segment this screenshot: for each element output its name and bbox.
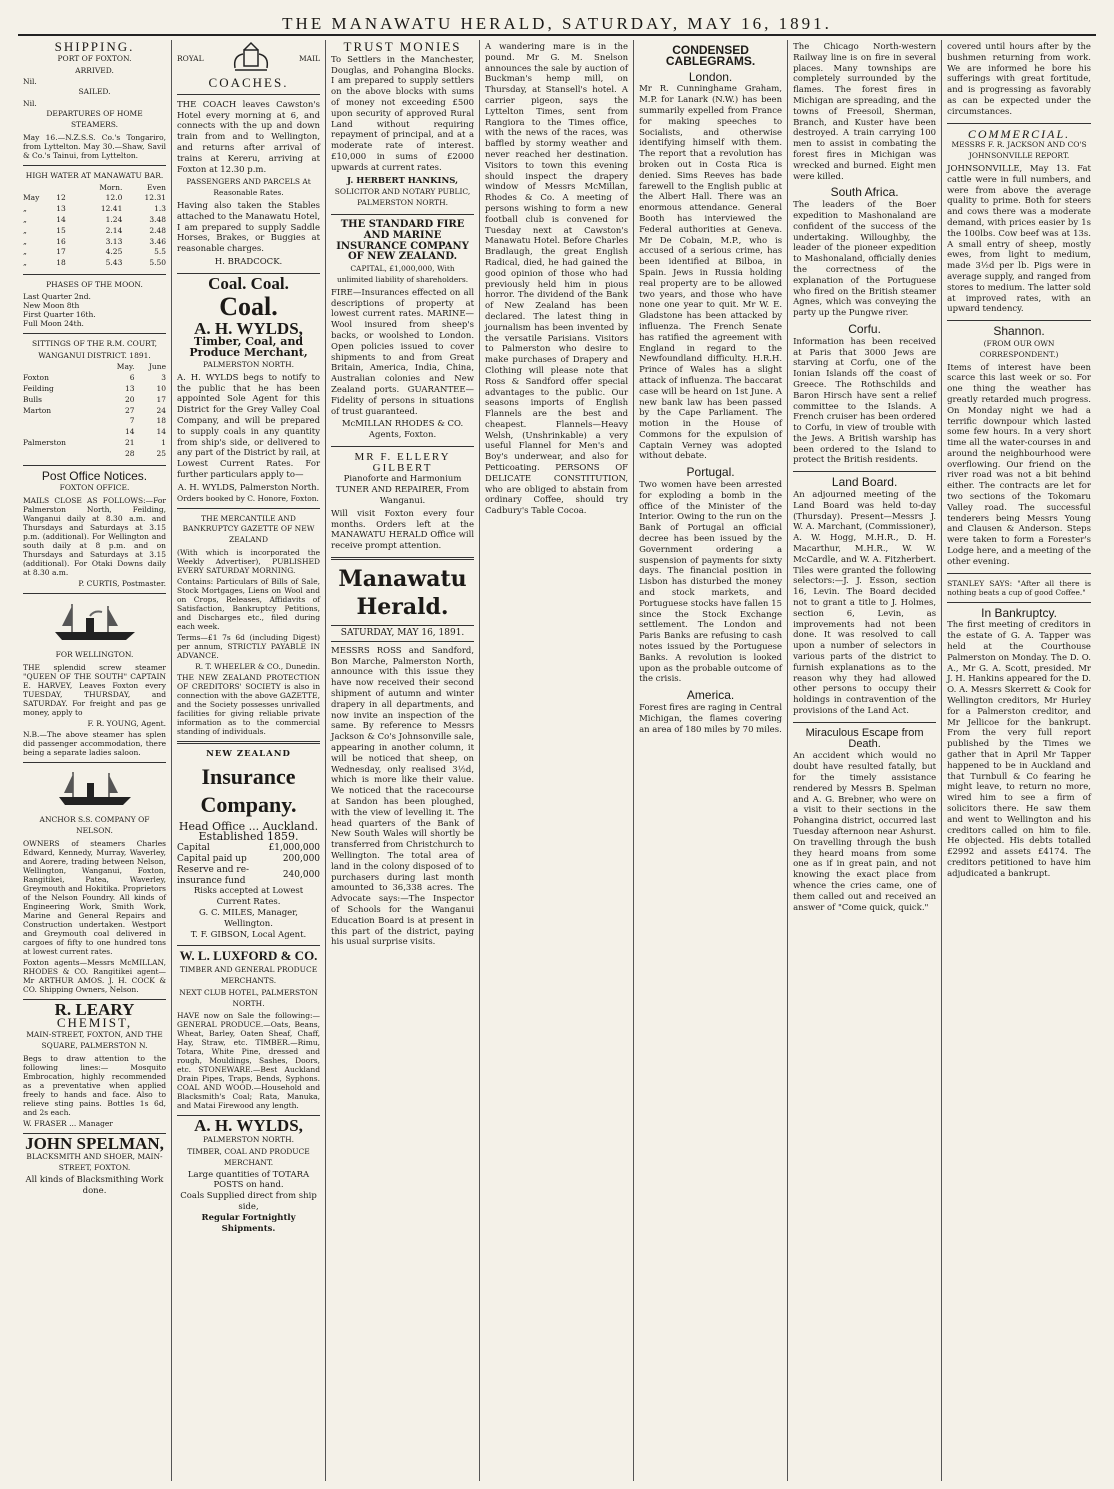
coaches-text: THE COACH leaves Cawston's Hotel every morning at 6, and connects with the up and down train from and to Wellington, and returns after arrival of trains at Kereru, arriving at Foxton at 12.30 p.m. [177,99,321,175]
wylds-title: A. H. WYLDS, [194,318,303,338]
south-africa-heading: South Africa. [830,185,899,200]
table-row: Capital paid up 200,000 [177,854,321,865]
wylds-text: A. H. WYLDS begs to notify to the public that he has been appointed Sole Agent for this District for the Grey Valley Coal Company, and will be prepared to supply coals in any quantity from ship's side, or delivered to any part of the District by rail, at Lowest Current Rates. For further particulars apply to— [177,372,321,480]
column-2 [172,40,326,1481]
moon-line: New Moon 8th [23,300,80,310]
spelman-sub: BLACKSMITH AND SHOER, MAIN-STREET, FOXTON. [26,1152,163,1173]
news-text: MESSRS ROSS and Sandford, Bon Marche, Palmerston North, announce with this issue they have now received their second shipment of autumn and winter drapery in all departments, and now invite an inspection of the same. By reference to Messrs Jackson & Co's Johnsonville sale, appearing in another column, it will be noticed that sheep, on Wednesday, only realised 3½d, which is more like their value. We noticed that the racecourse at Sandon has been ploughed, with the view of levelling it. The head quarters of the Bank of New South Wales will shortly be transferred from Christchurch to Wellington. The total area of land in the colony disposed of to purchasers during last month amounted to 36,338 acres. The Advocate says:—The Inspector of Schools for the Wanganui Education Board is at present in this part of the district, paying his usual surprise visits. [331,645,475,948]
tides-head: Morn. [99,182,123,192]
mercantile-text: (With which is incorporated the Weekly Advertiser), PUBLISHED EVERY SATURDAY MORNING. [177,547,321,575]
gilbert-sub: Pianoforte and Harmonium TUNER AND REPAIRER, From Wanganui. [335,474,470,507]
portugal-text: Two women have been arrested for exploding a bomb in the office of the Minister of the Interior. Owing to the run on the Bank of Portugal an official decree has been issued by the Government ordering a suspension of payments for sixty days. The financial position in Lisbon has disturbed the money and stock markets, and Portuguese stocks have fallen 15 since the Stock Exchange settlement. The London and Paris Banks are refusing to cash notes issued by the Portuguese Banks. A revolution is looked upon as the probable outcome of the crisis. [639,480,783,685]
luxford-text: HAVE now on Sale the following:— GENERAL PRODUCE.—Oats, Beans, Wheat, Barley, Oaten Sheaf, Chaff, Hay, Straw, etc. TIMBER.—Rimu, Totara, White Pine, dressed and rough, Mouldings, Sashes, Doors, etc. STONEWARE.—Best Auckland Drain Pipes, Traps, Bends, Syphons. COAL AND WOOD.—Household and Blacksmith's Coal; Rata, Manuka, and Matai Firewood any length. [177,1011,321,1111]
arrived-label: ARRIVED. [75,65,114,75]
escape-text: An accident which would no doubt have resulted fatally, but for the timely assistance rendered by Messrs B. Spelman and A. G. Brebner, who were on a visit to their sections in the Pohangina district, occurred last Tuesday afternoon near Ashurst. On travelling through the bush they heard moans from some one as if in great pain, and not knowing the exact place from whence the cries came, one of them called out and received an answer of "Come quick, quick." [793,751,937,913]
anchor-title: ANCHOR S.S. COMPANY OF NELSON. [39,814,150,835]
nb-text: N.B.—The above steamer has splen did passenger accommodation, there being a separate ladies saloon. [23,729,167,757]
hankins-sub: SOLICITOR AND NOTARY PUBLIC, PALMERSTON NORTH. [334,187,471,208]
london-heading: London. [688,69,733,84]
luxford-title: W. L. LUXFORD & CO. [179,948,318,964]
table-row: Feilding 13 10 [23,383,167,393]
post-office-title: Post Office Notices. [41,468,148,483]
tides-table [23,183,166,269]
portugal-heading: Portugal. [686,465,735,480]
court-sub: WANGANUI DISTRICT. 1891. [38,350,151,360]
wheeler-signature: R. T. WHEELER & CO., Dunedin. [195,661,321,671]
next-club-line: NEXT CLUB HOTEL, PALMERSTON NORTH. [179,987,318,1008]
mail-label: MAIL [298,53,321,63]
herald-title: Manawatu Herald. [338,566,467,621]
leary-title: R. LEARY [54,999,135,1019]
trust-text: To Settlers in the Manchester, Douglas, and Pohangina Blocks. I am prepared to supply settlers on the above blocks with sums of money not exceeding £500 upon security of approved Rural Land without requiring repayment of principal, and at a moderate rate of interest. £10,000 in sums of £2000 upwards at current rates. [331,54,475,173]
column-3 [326,40,480,1481]
royal-crest-icon [229,40,273,76]
london-text: Mr R. Cunninghame Graham, M.P. for Lanark (N.W.) has been summarily expelled from France for making speeches to Socialists, and otherwise identifying himself with them. The report that a revolution has broken out in Costa Rica is denied. Sims Reeves has bade farewell to the English public at the Albert Hall. There was an enormous attendance. General Booth has interviewed the Federal authorities at Geneva. Mr De Cobain, M.P., who is accused of a serious crime, has been identified at Bilboa, in Spain. Jews in Russia holding real property are to be allowed two years, and those who have none one year to quit. Mr W. E. Gladstone has been attacked by influenza. The French Senate has ratified the agreement with England in regard to the Newfoundland difficulty. H.R.H. Prince of Wales has a slight attack of influenza. The baccarat case will be heard on 1st June. A new bank law has been passed by the Cape Parliament. The motion in the House of Commons for the expulsion of Captain Verney was adopted without debate. [639,84,783,462]
cablegrams-title: CONDENSED CABLEGRAMS. [665,43,756,68]
established: Established 1859. [198,830,299,844]
table-row: „ 16 3.13 3.46 [23,236,167,246]
steamship-icon [50,600,140,644]
table-row: Reserve and re-insurance fund 240,000 [177,864,321,886]
table-row: Foxton 6 3 [23,373,167,383]
bankruptcy-heading: In Bankruptcy. [981,605,1057,620]
land-board-text: An adjourned meeting of the Land Board was held to-day (Thursday). Present—Messrs J. W. A. Marchant, (Commissioner), A. W. Hogg, M.H.R., D. H. Macarthur, M.H.R., W. W. McCardle, and W. A. Fitzherbert. Tiles were granted the following selectors:—J. J. Esson, section 16, Levin. The Board decided not to grant a title to J. Holmes, section 6, Levin, as improvements had not been done. It was resolved to call upon a number of selectors in various parts of the district to furnish explanations as to the reason why they had allowed other persons to occupy their holdings in contravention of the provisions of the Land Act. [793,490,937,717]
corfu-heading: Corfu. [848,321,881,336]
leary-address: MAIN-STREET, FOXTON, AND THE SQUARE, PALMERSTON N. [26,1030,163,1050]
commercial-heading: COMMERCIAL. [967,126,1071,141]
table-row: 28 25 [125,448,167,458]
news-text: The Chicago North-western Railway line is on fire in several places. Many townships are completely surrounded by the flames. The forest fires in Michigan are spreading, and the towns of Freesoil, Sherman, Branch, and Kuster have been destroyed. A train carrying 100 men to assist in combating the forest fires in Michigan was wrecked and burned. Eight men were killed. [793,42,937,182]
court-title: SITTINGS OF THE R.M. COURT, [32,338,157,348]
departures-text: May 16.—N.Z.S.S. Co.'s Tongariro, from Lyttelton. May 30.—Shaw, Savil & Co.'s Tainui, from Lyttelton. [23,132,167,160]
orders-line: Orders booked by C. Honore, Foxton. [177,493,319,503]
tides-title: HIGH WATER AT MANAWATU BAR. [25,170,164,180]
gilbert-text: Will visit Foxton every four months. Orders left at the MANAWATU HERALD Office will receive prompt attention. [331,508,475,552]
arrived-value: Nil. [23,77,37,87]
wylds2-sub: PALMERSTON NORTH. [203,1135,294,1145]
masthead [18,8,1096,36]
column-4 [480,40,634,1481]
hankins-title: J. HERBERT HANKINS, [347,175,459,186]
south-africa-text: The leaders of the Boer expedition to Mashonaland are confident of the success of the undertaking. Willoughby, the leader of the pioneer expedition to Mashonaland, officially denies the correctness of the explanation of the Portuguese who fired on the British steamer Agnes, which was conveying the party up the Pungwe river. [793,200,937,319]
standard-capital: CAPITAL, £1,000,000, With unlimited liability of shareholders. [336,264,469,284]
port-line: PORT OF FOXTON. [57,53,132,63]
palmerston-line: PALMERSTON NORTH. [203,359,294,369]
post-office-text: MAILS CLOSE AS FOLLOWS:—For Palmerston North, Feilding, Wanganui daily at 8.30 a.m. and Thursdays and Saturdays at 3.15 p.m. (additional). For Wellington and south daily at 8 p.m. and on Thursdays and Saturdays at 3.15 (additional). For Otaki Downs daily at 8.30 a.m. [23,496,167,578]
spelman-text: All kinds of Blacksmithing Work done. [25,1175,164,1196]
gibson-signature: T. F. GIBSON, Local Agent. [190,929,307,940]
news-text: covered until hours after by the bushmen returning from work. We are informed he bore his sufferings with great fortitude, and is progressing as favorably as can be expected under the circumstances. [947,42,1091,117]
coal-heading: Coal. [219,291,278,321]
insurance-title: Insurance Company. [200,763,297,817]
leary-text: Begs to draw attention to the following lines:— Mosquito Embrocation, highly recommended as a preventative when applied freely to hands and face. Also to relieve sting pains. Bottles 1s 6d, and 2s each. [23,1053,167,1117]
table-row: Palmerston 21 1 [23,437,167,447]
moon-line: First Quarter 16th. [23,309,96,319]
shipments-line: Regular Fortnightly Shipments. [201,1212,296,1234]
moon-line: Full Moon 24th. [23,318,84,328]
land-board-heading: Land Board. [831,475,898,490]
table-row: „ 17 4.25 5.5 [23,247,167,257]
table-row: „ 13 12.41 1.3 [23,204,167,214]
column-7 [942,40,1096,1481]
table-row: „ 18 5.43 5.50 [23,258,167,268]
wylds2-title: A. H. WYLDS, [194,1116,303,1136]
column-1 [18,40,172,1481]
shannon-heading: Shannon. [993,324,1045,339]
mcmillan-signature: McMILLAN RHODES & CO. Agents, Foxton. [341,419,464,441]
table-row: 7 18 [129,416,167,426]
sailed-label: SAILED. [78,87,111,97]
steamship-icon [55,769,135,809]
timber-merchant: TIMBER, COAL AND PRODUCE MERCHANT. [187,1147,310,1167]
america-heading: America. [686,688,735,703]
post-office-sub: FOXTON OFFICE. [59,483,130,493]
trust-title: TRUST MONIES [343,40,462,54]
masthead-title: THE MANAWATU HERALD, SATURDAY, MAY 16, 1891. [282,14,832,33]
parcels-line: PASSENGERS AND PARCELS At Reasonable Rates. [186,177,311,198]
table-row: Marton 27 24 [23,405,167,415]
timber-merchant-line: Timber, Coal, and Produce Merchant, [189,335,308,360]
stables-text: Having also taken the Stables attached to the Manawatu Hotel, I am prepared to supply Saddle Horses, Brakes, or Buggies at reasonable charges. [177,200,321,255]
table-row: „ 15 2.14 2.48 [23,225,167,235]
standard-title: THE STANDARD FIRE AND MARINE INSURANCE COMPANY OF NEW ZEALAND. [336,218,469,263]
spelman-title: JOHN SPELMAN, [25,1133,164,1153]
dateline: SATURDAY, MAY 16, 1891. [331,625,474,642]
anchor-text: OWNERS of steamers Charles Edward, Kennedy, Murray, Waverley, and Aorere, trading between Nelson, Wellington, Wanganui, Foxton, Rangitikei, Patea, Waverley, Greymouth and Hokitika. Proprietors of the Nelson Foundry. All kinds of Engineering Work, Smith Work, Marine and General Repairs and Construction undertaken. Westport and Greymouth coal delivered in cargoes of fifty to one hundred tons at lowest current rates. [23,838,167,956]
corfu-text: Information has been received at Paris that 3000 Jews are starving at Corfu, one of the Ionian Islands off the coast of Greece. The Rothschilds and Baron Hirsch have sent a relief committee to the Islands. A French cruiser has been ordered to Corfu, in view of trouble with the Jews. A British warship has been ordered to the Island to protect the British residents. [793,336,937,466]
coaches-title: COACHES. [208,75,289,90]
court-table: May. June Foxton 6 3 Feilding 13 10 Bulls 20 17 Marton 27 24 7 18 14 14 Palmerston 21 1 28 25 [23,362,167,458]
wellington-text: THE splendid screw steamer "QUEEN OF THE SOUTH" CAPTAIN E. HARVEY, Leaves Foxton every TUESDAY, THURSDAY, and SATURDAY. For freight and pas ge money, apply to [23,662,167,717]
table-row: Capital £1,000,000 [177,843,321,854]
terms-text: Terms—£1 7s 6d (including Digest) per annum, STRICTLY PAYABLE IN ADVANCE. [177,632,321,660]
chemist-title: CHEMIST, [56,1015,133,1031]
anchor-agents: Foxton agents—Messrs McMILLAN, RHODES & CO. Rangitikei agent—Mr ARTHUR AMOS. J. H. COCK & CO. Shipping Owners, Nelson. [23,957,167,994]
column-5 [634,40,788,1481]
head-office: Head Office ... Auckland. [178,819,319,833]
news-text: A wandering mare is in the pound. Mr G. M. Snelson announces the sale by auction of Buckman's hemp mill, on Thursday, at Stansell's hotel. A carrier pigeon, says the Lyttelton Times, sent from Rangiora to the Times office, with the news of the races, was baffled by stormy weather and never reached her destination. Visitors to town this evening should inspect the drapery window of Messrs McMillan, Rhodes & Co. A meeting of persons wishing to form a new football club is convened for Tuesday next at Cawston's Manawatu Hotel. Before Charles Bradlaugh, the great English Radical, died, he had gained the good opinion of those who had previously held him in pious horror. The dividend of the Bank of New Zealand has been declared. The latest thing in journalism has been invented by the versatile Parisians. Visitors to Palmerston who desire to make purchases of Drapery and Clothing will please note that Ross & Sandford offer special advantages to the public. Our seasons imports of English Flannels are the best and cheapest. Flannels—Heavy Welsh, (Unshrinkable) a very useful Flannel for Men's and Boy's underwear, and also for Petticoating. PERSONS OF DELICATE CONSTITUTION, who are obliged to abstain from ordinary Coffee, should try Cadbury's Table Cocoa. [485,42,629,517]
royal-label: ROYAL [177,53,204,63]
table-row: 14 14 [125,427,167,437]
commercial-text: JOHNSONVILLE, May 13. Fat cattle were in full numbers, and were from above the average quality to prime. Both for steers and cows there was a moderate demand, with prices easier by 1s the 100lbs. Cow beef was at 13s. A small entry of sheep, mostly ewes, from light to medium, made 3½d per lb. Pigs were in average supply, and ranged from stores to medium. The latter sold at improved rates, with an upward tendency. [947,163,1091,315]
escape-heading: Miraculous Escape from Death. [805,726,924,750]
column-6 [788,40,942,1481]
nz-label: NEW ZEALAND [206,748,291,759]
totara-line: Large quantities of TOTARA POSTS on hand. [187,1169,310,1191]
table-row: „ 14 1.24 3.48 [23,214,167,224]
table-row: Bulls 20 17 [23,394,167,404]
mercantile-title: THE MERCANTILE AND BANKRUPTCY GAZETTE OF NEW ZEALAND [182,513,315,545]
shannon-text: Items of interest have been scarce this last week or so. For one thing the weather has greatly retarded much progress. On Monday night we had a terrific downpour which lasted some few hours. In a very short time all the water-courses in and around the neighbourhood were overflowing. Our friend on the river road was not a bit behind either. The contracts are let for two sections of the Tokomaru Valley road. The successful tenderers being Messrs Young and Clausen & Anderson. Steps were taken to form a Forester's Lodge here, and a meeting of the other evening. [947,362,1091,567]
wellington-title: FOR WELLINGTON. [55,650,134,660]
tides-head: Even [147,182,167,192]
luxford-sub: TIMBER AND GENERAL PRODUCE MERCHANTS. [179,965,318,986]
stanley-ad: STANLEY SAYS: "After all there is nothing beats a cup of good Coffee." [947,578,1091,597]
supplied-line: Coals Supplied direct from ship side, [180,1191,317,1213]
bradcock-signature: H. BRADCOCK. [214,256,283,267]
america-text: Forest fires are raging in Central Michigan, the flames covering an area of 180 miles by 70 miles. [639,703,783,735]
mercantile-contents: Contains: Particulars of Bills of Sale, Stock Mortgages, Liens on Wool and on Crops, Releases, Affidavits of Satisfaction, Bankruptcy Petitions, and Discharges etc., filed during each week. [177,576,321,631]
moon-title: PHASES OF THE MOON. [46,279,143,289]
coal-heading-pair: Coal. Coal. [208,273,289,293]
gilbert-title: MR F. ELLERY GILBERT [354,450,451,474]
commercial-sub: MESSRS F. R. JACKSON AND CO'S JOHNSONVILLE REPORT. [951,140,1087,161]
fire-text: FIRE—Insurances effected on all descriptions of property at lowest current rates. MARINE—Wool insured from sheep's backs, or woolshed to London. Open policies issued to cover shipments to and from Great Britain, America, India, China, Australian colonies and New Zealand ports. GUARANTEE—Fidelity of persons in situations of trust guaranteed. [331,287,475,417]
sailed-value: Nil. [23,99,37,109]
wylds-signature: A. H. WYLDS, Palmerston North. [177,482,320,493]
bankruptcy-text: The first meeting of creditors in the estate of G. A. Tapper was held at the Courthouse Palmerston on Monday. The D. O. A., Mr G. A. Scott, presided. Mr J. H. Hankins appeared for the D. O. A. Messrs Skerrett & Cook for Wellington creditors, Mr Hurley for a Palmerston creditor, and Mr Jellicoe for the bankrupt. From the very full report published by the Times we gather that in April Mr Tapper happened to be in Auckland and that Turnbull & Co fearing he might leave, to return no more, wired him to see a firm of solicitors there. He saw them and went to Wellington and his creditors called on him to file. He objected. His debts totalled £2992 and assets £4174. The creditors petitioned to have him adjudicated a bankrupt. [947,620,1091,879]
capital-table [177,843,320,886]
table-row: May 12 12.0 12.31 [23,193,167,203]
agent-name: F. R. YOUNG, Agent. [87,718,167,728]
protection-text: THE NEW ZEALAND PROTECTION OF CREDITORS' SOCIETY is also in connection with the above GAZETTE, and the Society possesses unrivalled facilities for giving reliable private information as to the commercial standing of individuals. [177,672,321,736]
moon-line: Last Quarter 2nd. [23,291,91,301]
shannon-sub: (FROM OUR OWN CORRESPONDENT.) [979,338,1059,359]
shipping-title: SHIPPING. [54,40,135,54]
postmaster: P. CURTIS, Postmaster. [78,579,167,589]
columns [18,40,1096,1481]
fraser-manager: W. FRASER ... Manager [23,1118,113,1128]
miles-signature: G. C. MILES, Manager, Wellington. [199,908,298,929]
risks-line: Risks accepted at Lowest Current Rates. [193,886,304,908]
departures-title: DEPARTURES OF HOME STEAMERS. [46,109,143,129]
